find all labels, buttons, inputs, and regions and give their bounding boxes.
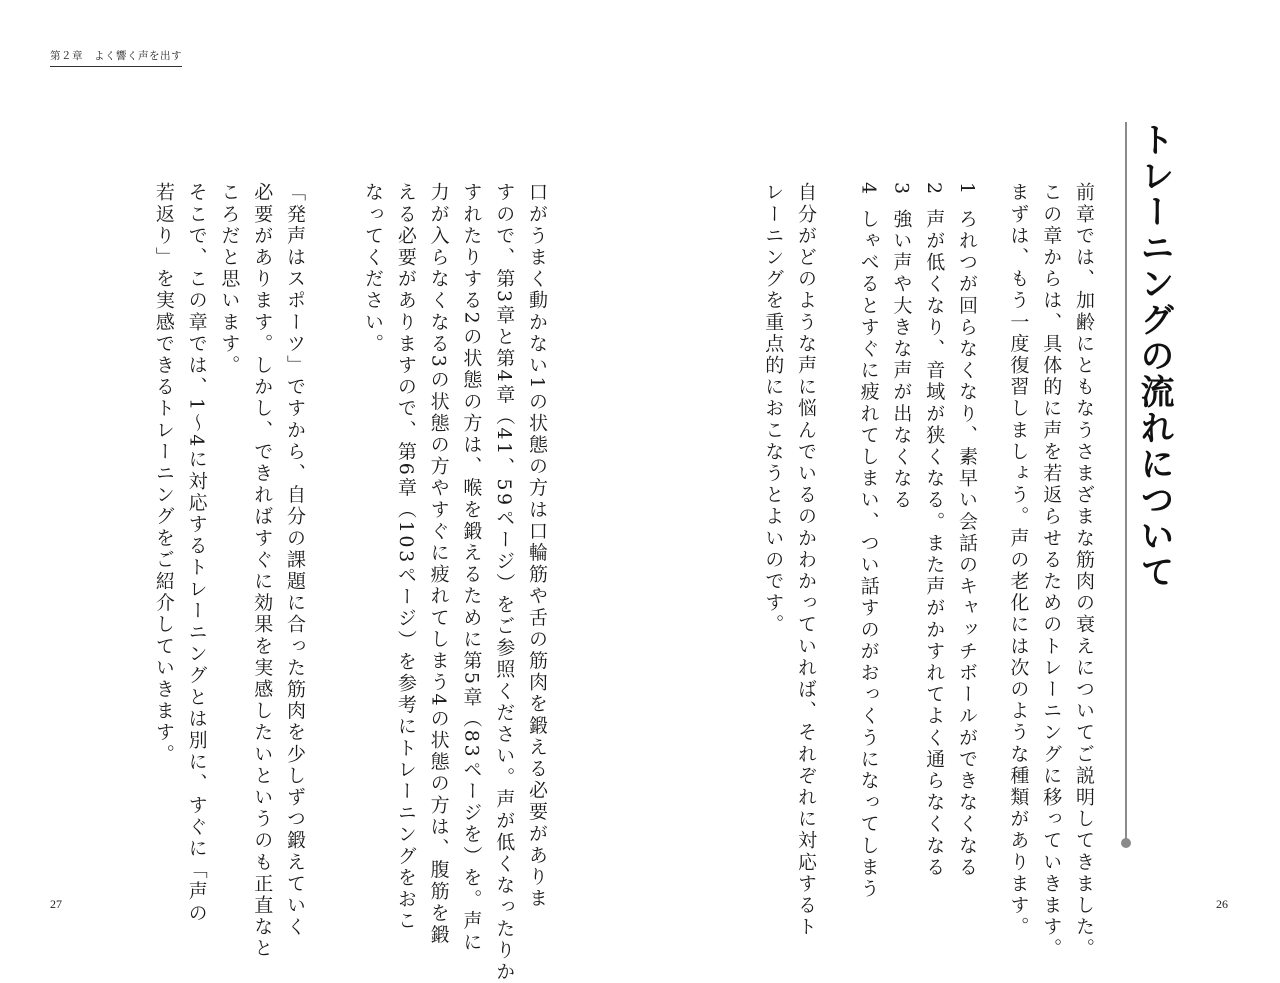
body-line: 必要があります。しかし、できればすぐに効果を実感したいというのも正直なと xyxy=(251,182,274,960)
list-number: 3 xyxy=(890,182,913,197)
list-item xyxy=(885,182,918,900)
list-number: 4 xyxy=(857,182,880,197)
list-text: しゃべるとすぐに疲れてしまい、つい話すのがおっくうになってしまう xyxy=(857,208,880,900)
body-line: まずは、もう一度復習しましょう。声の老化には次のような種類があります。 xyxy=(1007,182,1030,938)
body-paragraph-1 xyxy=(356,182,553,983)
list-item xyxy=(950,182,983,900)
right-page xyxy=(640,0,1280,960)
section-title: トレーニングの流れについて xyxy=(1134,122,1174,590)
body-line: ころだと思います。 xyxy=(218,182,241,377)
list-text: ろれつが回らなくなり、素早い会話のキャッチボールができなくなる xyxy=(956,208,978,879)
body-line: 口がうまく動かない1の状態の方は口輪筋や舌の筋肉を鍛える必要がありま xyxy=(526,182,548,910)
body-line: レーニングを重点的におこなうとよいのです。 xyxy=(762,182,785,636)
body-line: すれたりする2の状態の方は、喉を鍛えるために第5章（83ページを）を。声に xyxy=(460,182,483,954)
body-line: 力が入らなくなる3の状態の方やすぐに疲れてしまう4の状態の方は、腹筋を鍛 xyxy=(427,182,450,946)
title-rule xyxy=(1125,122,1127,842)
numbered-list xyxy=(852,182,983,900)
body-line: える必要がありますので、第6章（103ページ）を参考にトレーニングをおこ xyxy=(394,182,417,932)
page-number: 27 xyxy=(50,897,62,911)
list-text: 強い声や大きな声が出なくなる xyxy=(890,208,913,512)
body-line: 前章では、加齢にともなうさまざまな筋肉の衰えについてご説明してきました。 xyxy=(1073,182,1095,960)
body-line: 若返り」を実感できるトレーニングをご紹介していきます。 xyxy=(152,182,175,766)
title-rule-end-dot xyxy=(1121,838,1131,848)
after-list-paragraph xyxy=(756,182,822,938)
intro-paragraph xyxy=(1002,182,1100,960)
body-line: なってください。 xyxy=(362,182,385,355)
body-line: 自分がどのような声に悩んでいるのかわかっていれば、それぞれに対応するト xyxy=(795,182,817,938)
list-item xyxy=(852,182,885,900)
list-number: 2 xyxy=(923,182,946,197)
body-line: すので、第3章と第4章（41、59ページ）をご参照ください。声が低くなったりか xyxy=(493,182,516,983)
list-number: 1 xyxy=(956,182,978,197)
running-head: 第２章 よく響く声を出す xyxy=(50,48,182,67)
body-line: この章からは、具体的に声を若返らせるためのトレーニングに移っていきます。 xyxy=(1040,182,1063,960)
section-title-block xyxy=(1120,122,1180,850)
list-text: 声が低くなり、音域が狭くなる。また声がかすれてよく通らなくなる xyxy=(923,208,946,879)
body-paragraph-2 xyxy=(147,182,311,960)
body-line: そこで、この章では、1～4に対応するトレーニングとは別に、すぐに「声の xyxy=(185,182,208,925)
page-number: 26 xyxy=(1216,897,1228,911)
body-line: 「発声はスポーツ」ですから、自分の課題に合った筋肉を少しずつ鍛えていく xyxy=(284,182,306,938)
list-item xyxy=(917,182,950,900)
